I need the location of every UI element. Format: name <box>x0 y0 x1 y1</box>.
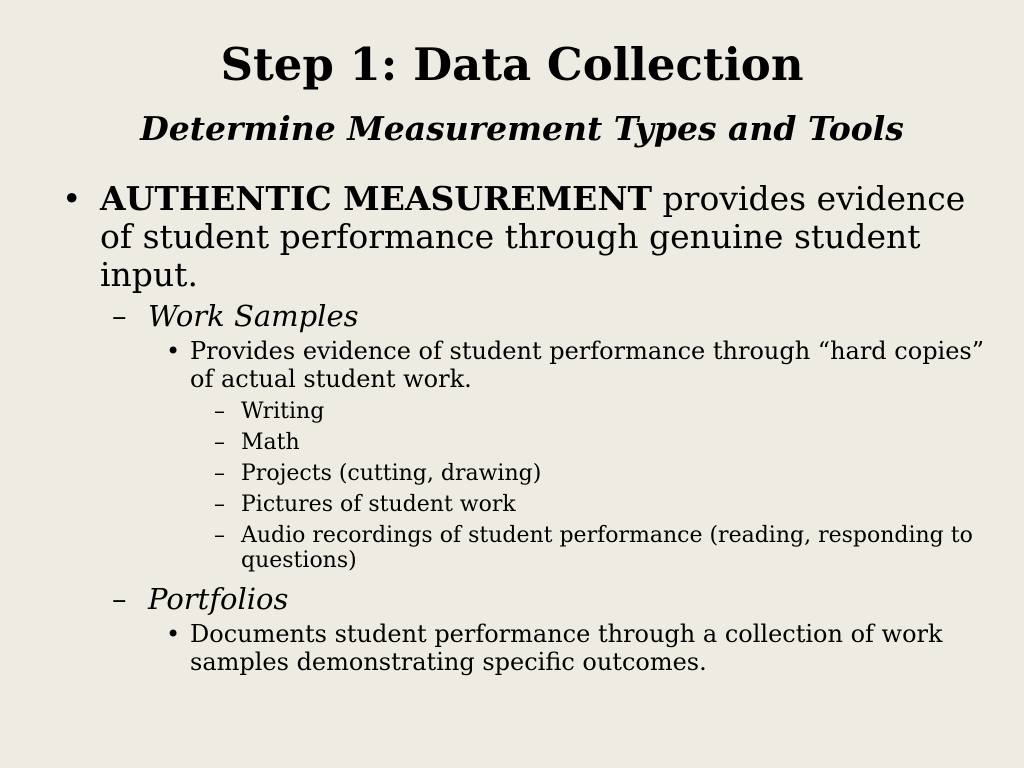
list-item <box>62 399 992 424</box>
slide-content <box>62 180 992 676</box>
list-item <box>62 461 992 486</box>
dash-icon: – <box>112 582 127 616</box>
dash-icon: – <box>214 399 225 424</box>
work-samples-description <box>62 337 992 393</box>
list-item-text: Pictures of student work <box>241 492 516 517</box>
main-point-term: AUTHENTIC MEASUREMENT <box>100 179 653 218</box>
main-point-text: provides evidence of student performance through genuine student input. <box>100 179 966 294</box>
bullet-icon: • <box>62 179 82 218</box>
work-samples-heading <box>62 298 992 334</box>
list-item-text: Audio recordings of student performance (reading, responding to questions) <box>241 523 973 573</box>
list-item <box>62 492 992 517</box>
bullet-icon: • <box>166 620 181 648</box>
list-item-text: Writing <box>241 399 325 424</box>
dash-icon: – <box>214 523 225 548</box>
slide-subtitle: Determine Measurement Types and Tools <box>140 109 904 148</box>
main-point <box>62 180 992 294</box>
dash-icon: – <box>214 461 225 486</box>
list-item-text: Math <box>241 430 300 455</box>
list-item-text: Projects (cutting, drawing) <box>241 461 542 486</box>
portfolios-description <box>62 620 992 676</box>
work-samples-label: Work Samples <box>148 299 359 333</box>
dash-icon: – <box>214 492 225 517</box>
slide-title: Step 1: Data Collection <box>220 38 804 91</box>
portfolios-description-text: Documents student performance through a collection of work samples demonstrating specific outcomes. <box>190 620 943 676</box>
bullet-icon: • <box>166 337 181 365</box>
list-item <box>62 523 992 573</box>
dash-icon: – <box>214 430 225 455</box>
portfolios-label: Portfolios <box>148 582 289 616</box>
list-item <box>62 430 992 455</box>
portfolios-heading <box>62 581 992 617</box>
dash-icon: – <box>112 299 127 333</box>
work-samples-description-text: Provides evidence of student performance through “hard copies” of actual student work. <box>190 337 985 393</box>
